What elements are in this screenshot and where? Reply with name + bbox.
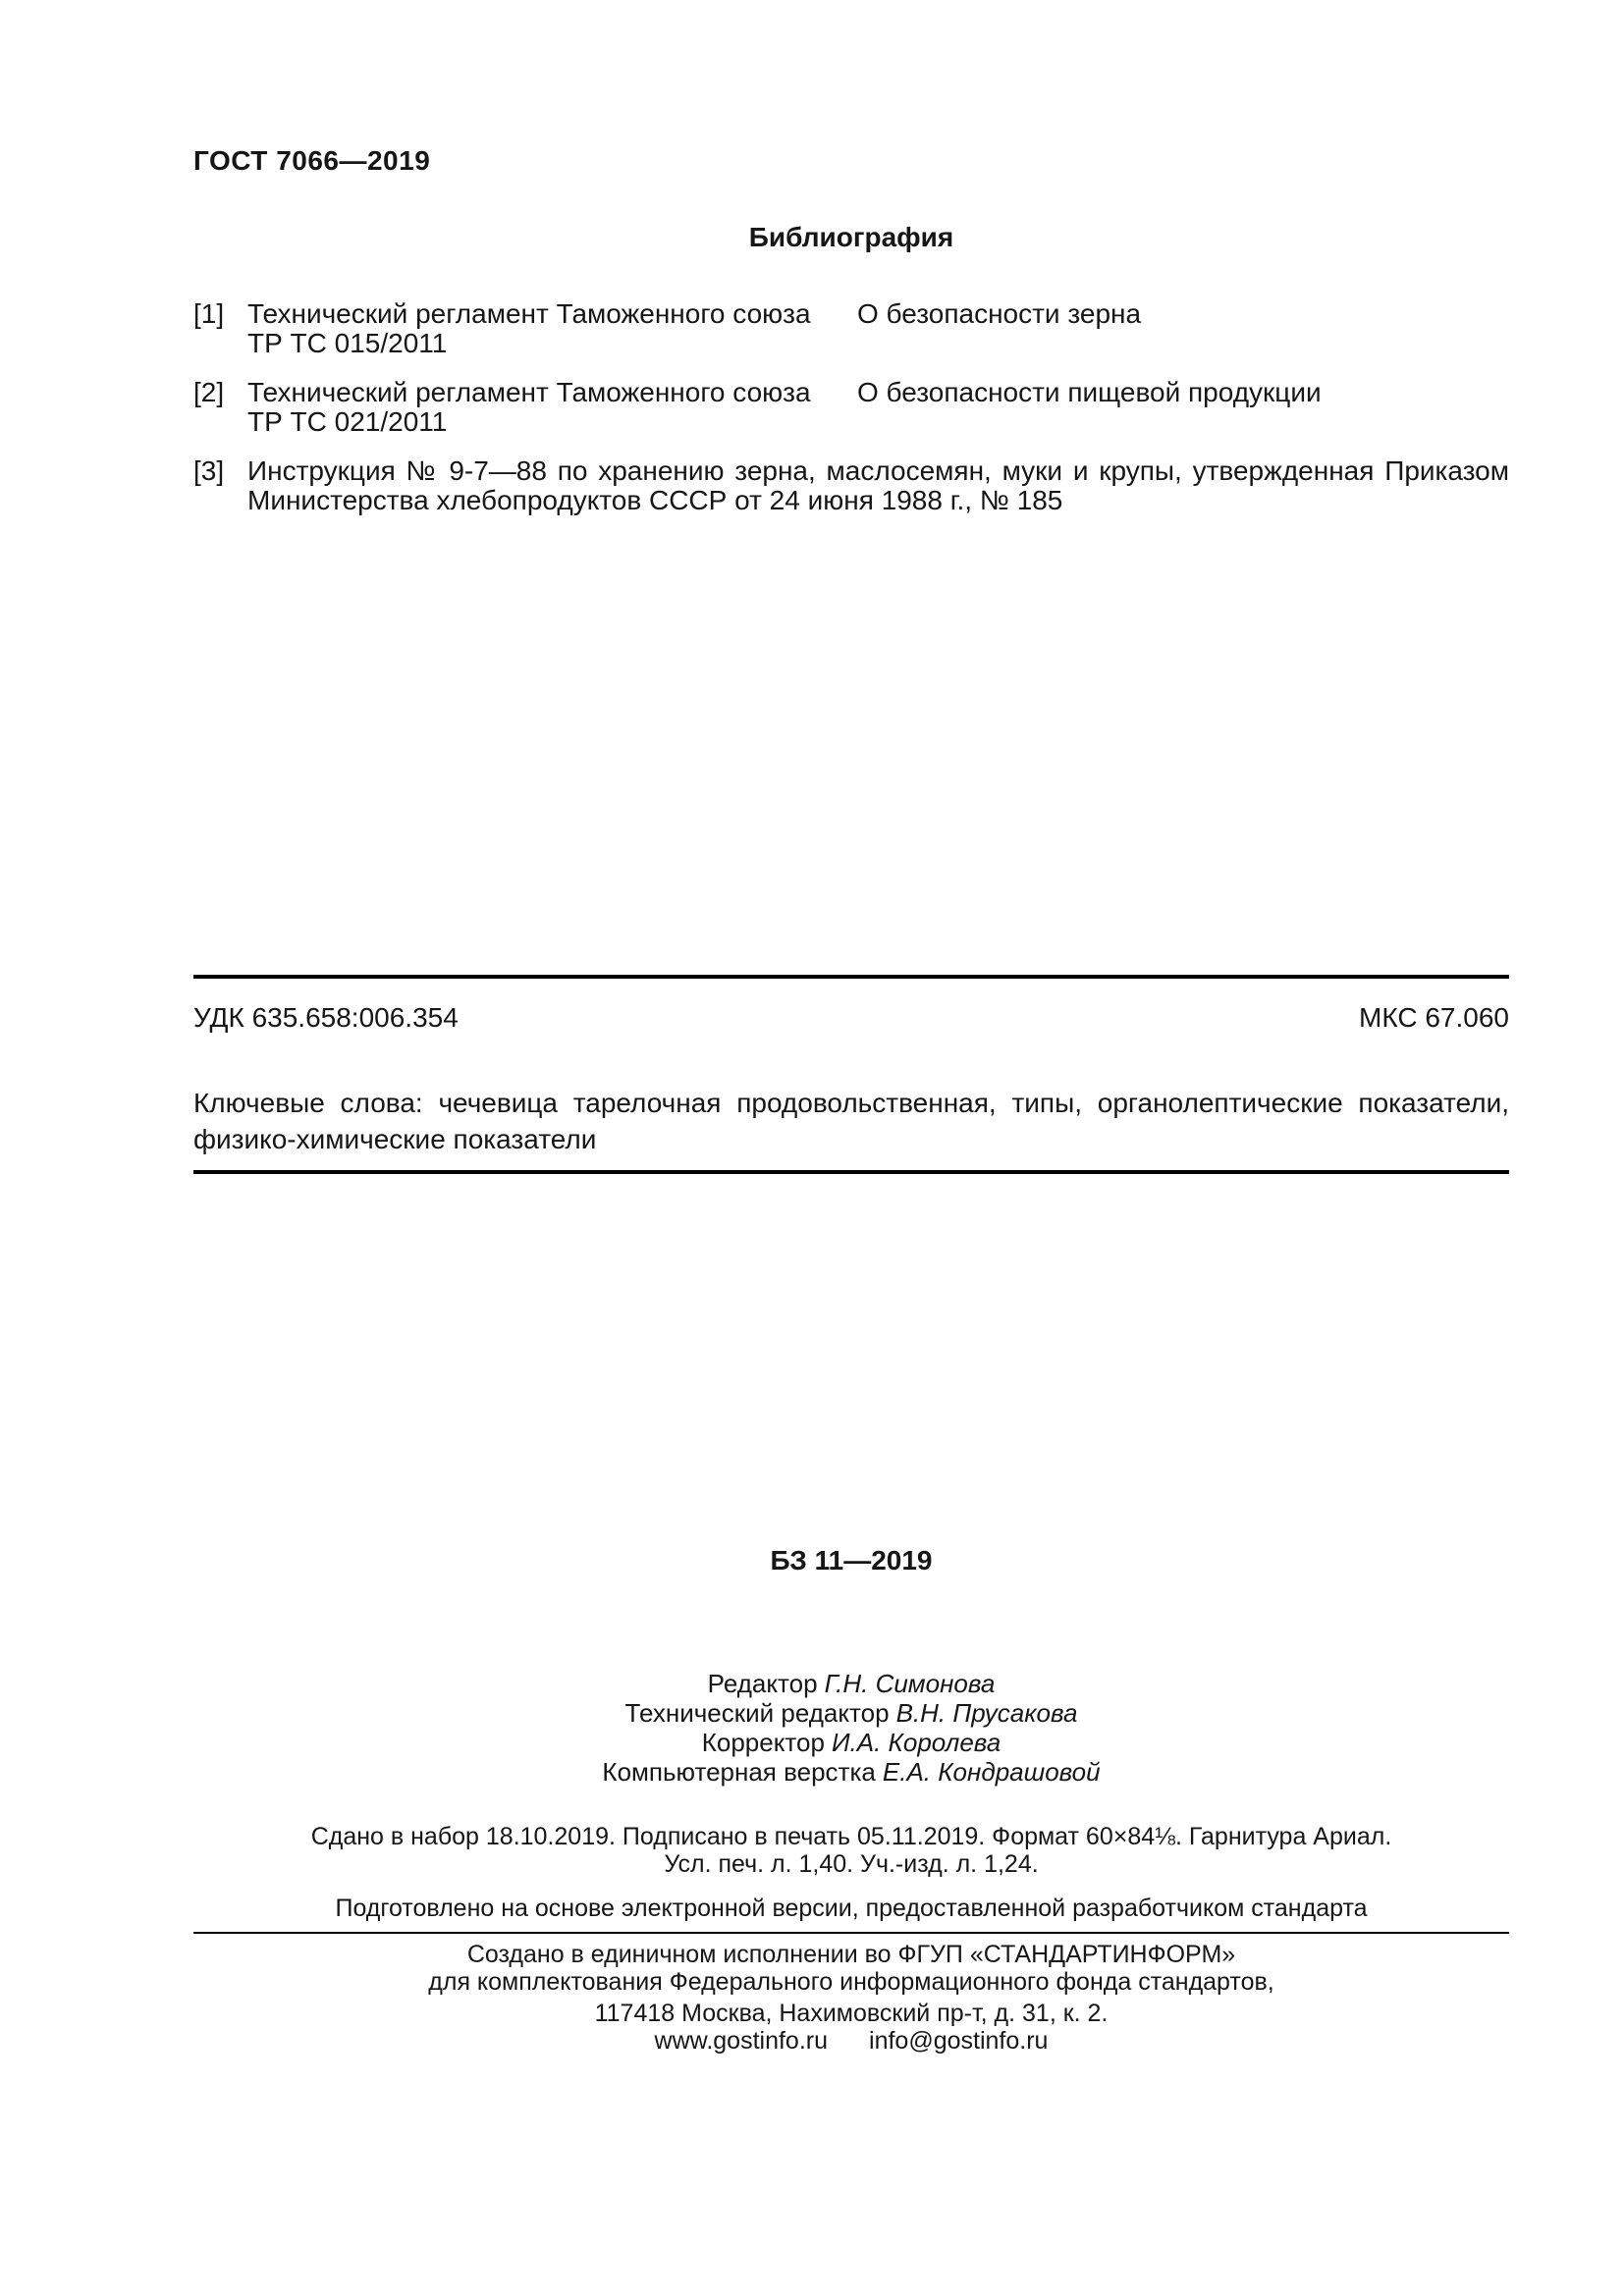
- bib-entry-3: [193, 456, 1509, 515]
- horizontal-rule-middle: [193, 1170, 1509, 1174]
- bib-entry-2: [193, 378, 1509, 437]
- staff-role: Компьютерная верстка: [602, 1757, 876, 1787]
- bib-entry-number: [3]: [193, 455, 225, 486]
- codes-row: [193, 1003, 1509, 1033]
- staff-line-corrector: [193, 1728, 1509, 1757]
- keywords-paragraph: Ключевые слова: чечевица тарелочная продовольственная, типы, органолептические показатели, физико-химические показатели: [193, 1088, 1509, 1154]
- bib-entry-number: [2]: [193, 377, 225, 407]
- bib-entry-text: Инструкция № 9-7—88 по хранению зерна, маслосемян, муки и крупы, утвержденная Приказом Министерства хлебопродуктов СССР от 24 июня 1988 г., № 185: [247, 455, 1509, 515]
- imprint-line-1: Сдано в набор 18.10.2019. Подписано в печать 05.11.2019. Формат 60×84⅛. Гарнитура Ариал.: [310, 1823, 1392, 1850]
- prepared-note: Подготовлено на основе электронной версии, предоставленной разработчиком стандарта: [335, 1895, 1368, 1922]
- staff-line-editor: [193, 1669, 1509, 1698]
- imprint-block: [193, 1823, 1509, 1878]
- staff-name: В.Н. Прусакова: [895, 1698, 1078, 1728]
- bib-entry-subject: О безопасности пищевой продукции: [857, 377, 1322, 407]
- publisher-line-2: для комплектования Федерального информационного фонда стандартов,: [428, 1968, 1274, 1996]
- horizontal-rule-top: [193, 975, 1509, 979]
- imprint-line-2: Усл. печ. л. 1,40. Уч.-изд. л. 1,24.: [664, 1850, 1039, 1878]
- bib-entry-text: [247, 299, 857, 358]
- mks-code: МКС 67.060: [1359, 1002, 1509, 1033]
- bibliography-title: Библиография: [748, 222, 954, 252]
- staff-role: Корректор: [701, 1728, 825, 1757]
- bib-entry-text: [247, 378, 857, 437]
- bib-entry-1: [193, 299, 1509, 358]
- bibliography-list: [193, 299, 1509, 535]
- staff-block: [193, 1669, 1509, 1787]
- publisher-address: 117418 Москва, Нахимовский пр-т, д. 31, к. 2.: [594, 2000, 1109, 2027]
- bib-entry-text-line2: ТР ТС 021/2011: [247, 406, 448, 437]
- staff-role: Технический редактор: [624, 1698, 890, 1728]
- horizontal-rule-bottom: [193, 1932, 1509, 1934]
- publisher-website: www.gostinfo.ru: [654, 2027, 829, 2055]
- publisher-line-1: Создано в единичном исполнении во ФГУП «СТАНДАРТИНФОРМ»: [466, 1941, 1236, 1968]
- staff-line-technical-editor: [193, 1698, 1509, 1728]
- staff-name: И.А. Королева: [831, 1728, 1001, 1757]
- udk-code: УДК 635.658:006.354: [193, 1002, 459, 1033]
- standard-code: ГОСТ 7066—2019: [193, 145, 431, 176]
- bz-code: БЗ 11—2019: [770, 1545, 933, 1575]
- bib-entry-text-line2: ТР ТС 015/2011: [247, 328, 448, 358]
- bib-entry-text-line1: Технический регламент Таможенного союза: [247, 298, 811, 329]
- staff-role: Редактор: [707, 1669, 818, 1698]
- bib-entry-number: [1]: [193, 298, 225, 329]
- publisher-contacts: [193, 2027, 1509, 2055]
- staff-line-layout: [193, 1757, 1509, 1787]
- staff-name: Г.Н. Симонова: [824, 1669, 996, 1698]
- bib-entry-subject: О безопасности зерна: [857, 298, 1142, 329]
- staff-name: Е.А. Кондрашовой: [882, 1757, 1101, 1787]
- bib-entry-text-line1: Технический регламент Таможенного союза: [247, 377, 811, 407]
- publisher-email: info@gostinfo.ru: [869, 2027, 1049, 2055]
- publisher-block: [193, 1941, 1509, 1996]
